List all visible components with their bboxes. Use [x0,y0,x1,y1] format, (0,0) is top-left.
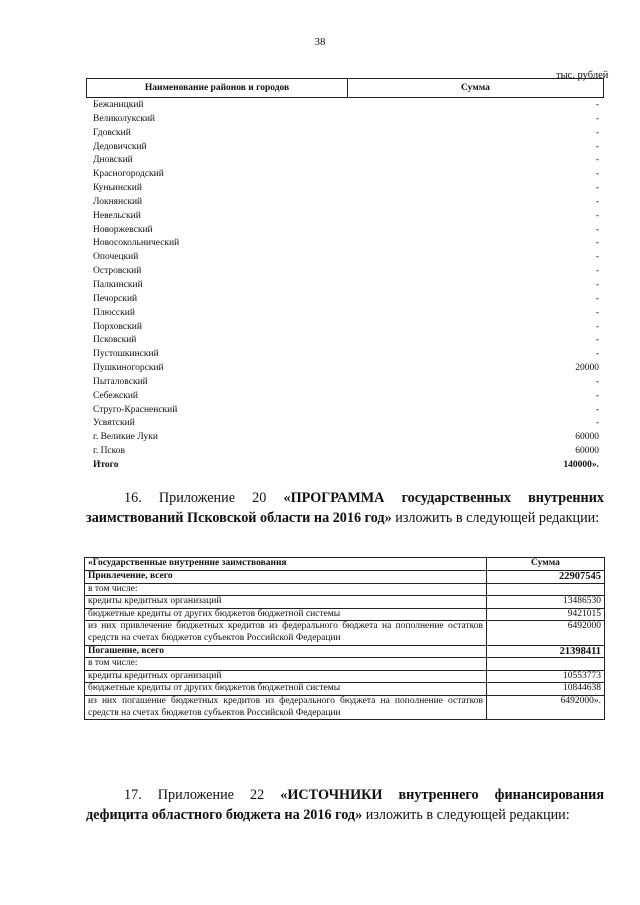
district-amount: - [595,335,599,346]
borrowing-row [85,658,605,671]
borrowing-amount [487,583,605,596]
districts-col-name: Наименование районов и городов [87,79,348,97]
borrowing-amount: 9421015 [487,608,605,621]
district-amount: - [595,141,599,152]
district-name: Островский [93,266,142,277]
district-row [93,417,603,431]
borrowing-row [85,695,605,719]
borrowing-amount: 21398411 [487,645,605,658]
district-row [93,237,603,251]
district-row [93,334,603,348]
district-name: Псковский [93,335,137,346]
district-amount: - [595,252,599,263]
borrowings-table [84,557,605,720]
district-amount: 60000 [575,432,599,443]
district-total-amount: 140000». [563,459,599,470]
district-amount: - [595,418,599,429]
district-amount: - [595,183,599,194]
page-number: 38 [314,36,326,48]
district-row [93,99,603,113]
borrowing-amount: 10844638 [487,683,605,696]
district-row [93,376,603,390]
district-name: Пушкиногорский [93,363,164,374]
district-amount: - [595,196,599,207]
district-row [93,154,603,168]
district-row [93,404,603,418]
paragraph-17-title: «ИСТОЧНИКИ внутреннего финансирования дефицита областного бюджета на 2016 год» [86,787,604,823]
district-name: Струго-Красненский [93,404,178,415]
borrowing-amount: 6492000». [487,695,605,719]
district-amount: - [595,307,599,318]
districts-table-body [93,99,603,473]
borrowing-row [85,621,605,645]
units-label: тыс. рублей [556,70,609,81]
borrowing-amount: 13486530 [487,596,605,609]
district-row [93,279,603,293]
district-total-row [93,459,603,473]
district-name: Бежаницкий [93,100,144,110]
district-row [93,390,603,404]
borrowing-name: в том числе: [85,658,487,671]
district-row [93,210,603,224]
districts-table-header [86,78,604,98]
paragraph-16-number: 16. Приложение 20 [124,490,267,506]
district-name: Опочецкий [93,252,139,263]
district-amount: - [595,349,599,360]
district-name: Красногородский [93,169,164,180]
district-row [93,265,603,279]
district-amount: - [595,127,599,138]
district-name: Плюсский [93,307,135,318]
district-amount: - [595,376,599,387]
district-name: Дедовичский [93,141,147,152]
district-name: Палкинский [93,279,143,290]
district-row [93,321,603,335]
district-row [93,141,603,155]
district-name: Новосокольнический [93,238,180,249]
paragraph-17-number: 17. Приложение 22 [124,787,265,803]
district-total-label: Итого [93,459,119,470]
district-name: Пустошкинский [93,349,159,360]
paragraph-16-title: «ПРОГРАММА государственных внутренних заимствований Псковской области на 2016 год» [86,490,605,526]
districts-col-amount: Сумма [461,83,490,93]
borrowing-row [85,596,605,609]
paragraph-16 [86,488,604,528]
district-row [93,362,603,376]
district-amount: - [595,404,599,415]
district-amount: - [595,321,599,332]
borrowing-amount: 10553773 [487,670,605,683]
district-amount: - [595,238,599,249]
district-name: г. Псков [93,446,126,457]
borrowing-name: кредиты кредитных организаций [85,596,487,609]
district-name: Порховский [93,321,142,332]
borrowing-row [85,608,605,621]
district-name: Пыталовский [93,376,148,387]
paragraph-16-tail: изложить в следующей редакции: [395,510,600,526]
borrowing-amount: 22907545 [487,571,605,584]
borrowing-amount: 6492000 [487,621,605,645]
district-amount: - [595,279,599,290]
district-name: Великолукский [93,113,156,124]
district-name: Новоржевский [93,224,153,235]
district-name: Дновский [93,155,133,166]
district-row [93,431,603,445]
paragraph-17 [86,785,604,825]
district-amount: 60000 [575,446,599,457]
borrowings-col-name: «Государственные внутренние заимствования [85,558,487,571]
district-name: Усвятский [93,418,135,429]
borrowing-name: Погашение, всего [85,645,487,658]
borrowing-name: из них погашение бюджетных кредитов из федерального бюджета на пополнение остатков средств на счетах бюджетов субъектов Российской Федерации [85,695,487,719]
district-row [93,196,603,210]
borrowing-row [85,670,605,683]
district-name: Гдовский [93,127,131,138]
district-amount: - [595,266,599,277]
district-row [93,182,603,196]
borrowing-name: Привлечение, всего [85,571,487,584]
district-row [93,348,603,362]
district-row [93,293,603,307]
district-name: г. Великие Луки [93,432,158,443]
district-name: Себежский [93,390,138,401]
district-name: Невельский [93,210,141,221]
district-amount: - [595,224,599,235]
district-amount: - [595,155,599,166]
borrowing-row [85,571,605,584]
borrowings-col-amount: Сумма [487,558,605,571]
district-row [93,127,603,141]
borrowing-name: в том числе: [85,583,487,596]
district-amount: - [595,169,599,180]
borrowing-amount [487,658,605,671]
district-amount: - [595,100,599,110]
district-name: Локнянский [93,196,143,207]
borrowing-name: бюджетные кредиты от других бюджетов бюджетной системы [85,683,487,696]
borrowing-name: кредиты кредитных организаций [85,670,487,683]
borrowing-row [85,583,605,596]
district-amount: - [595,293,599,304]
district-row [93,251,603,265]
district-amount: 20000 [575,363,599,374]
district-name: Печорский [93,293,138,304]
borrowing-name: бюджетные кредиты от других бюджетов бюджетной системы [85,608,487,621]
district-name: Куньинский [93,183,142,194]
district-row [93,168,603,182]
borrowing-row [85,645,605,658]
district-row [93,224,603,238]
district-amount: - [595,113,599,124]
borrowing-name: из них привлечение бюджетных кредитов из федерального бюджета на пополнение остатков средств на счетах бюджетов субъектов Российской Федерации [85,621,487,645]
district-amount: - [595,210,599,221]
paragraph-17-tail: изложить в следующей редакции: [365,807,570,823]
district-row [93,445,603,459]
borrowing-row [85,683,605,696]
district-amount: - [595,390,599,401]
district-row [93,113,603,127]
district-row [93,307,603,321]
